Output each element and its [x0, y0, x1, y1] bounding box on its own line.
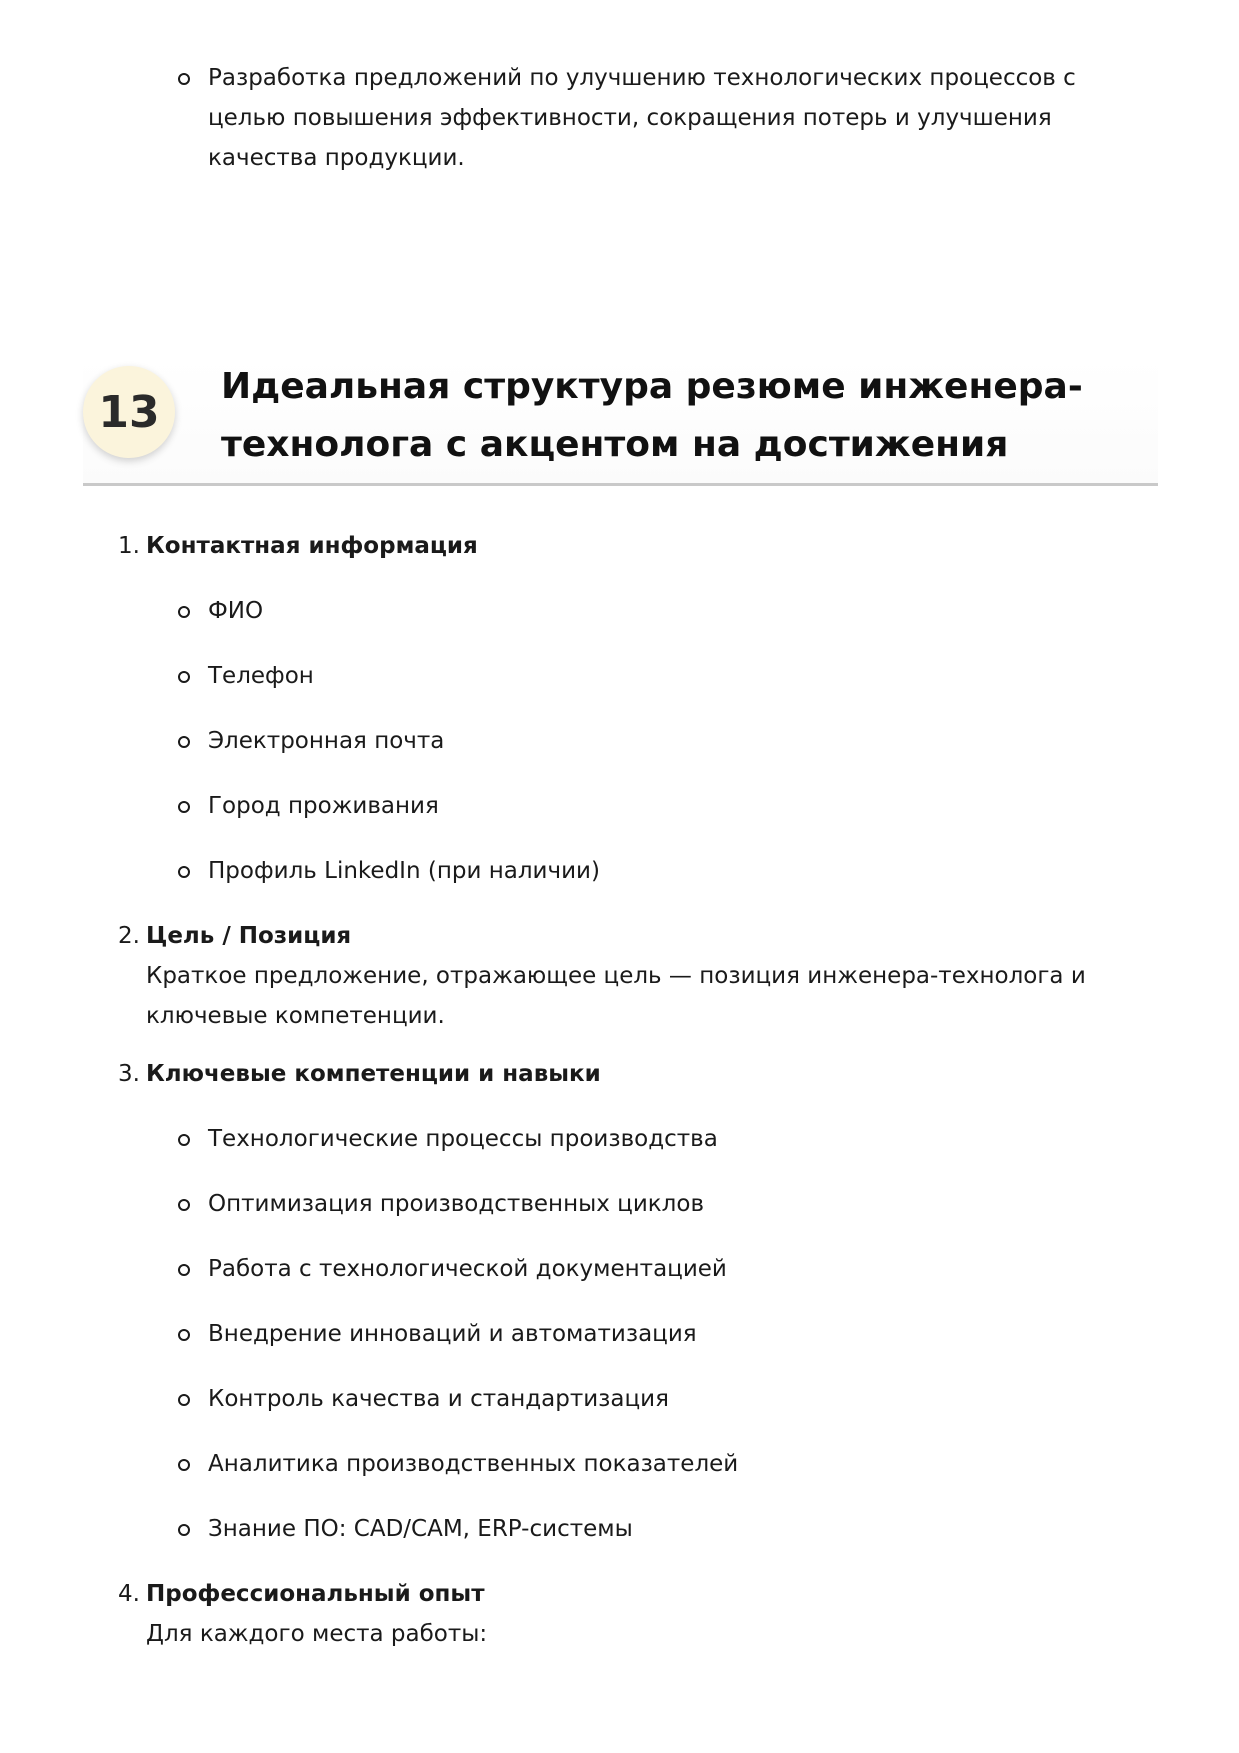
- item-title: Контактная информация: [146, 533, 478, 559]
- hollow-bullet-icon: [178, 73, 190, 85]
- hollow-bullet-icon: [178, 866, 190, 878]
- list-item: [178, 1119, 1158, 1159]
- list-item-text: ФИО: [208, 598, 264, 624]
- list-item-text: Профиль LinkedIn (при наличии): [208, 858, 600, 884]
- hollow-bullet-icon: [178, 1524, 190, 1536]
- list-item-text: Город проживания: [208, 793, 439, 819]
- item-number: 2.: [118, 923, 140, 949]
- hollow-bullet-icon: [178, 671, 190, 683]
- item-number: 1.: [118, 533, 140, 559]
- list-item: [178, 1509, 1158, 1549]
- section-number-badge: 13: [83, 366, 175, 458]
- hollow-bullet-icon: [178, 606, 190, 618]
- item-title: Профессиональный опыт: [146, 1581, 485, 1607]
- hollow-bullet-icon: [178, 1459, 190, 1471]
- list-item: [178, 591, 1158, 631]
- hollow-bullet-icon: [178, 1134, 190, 1146]
- list-item-text: Аналитика производственных показателей: [208, 1451, 739, 1477]
- list-item-text: Контроль качества и стандартизация: [208, 1386, 669, 1412]
- list-item-text: Работа с технологической документацией: [208, 1256, 727, 1282]
- sub-list: [178, 591, 1158, 891]
- item-description: Краткое предложение, отражающее цель — позиция инженера-технолога и ключевые компетенции.: [146, 963, 1086, 1029]
- list-item: [178, 656, 1158, 696]
- list-item-experience: [118, 1574, 1158, 1654]
- item-description: Для каждого места работы:: [146, 1621, 488, 1647]
- hollow-bullet-icon: [178, 736, 190, 748]
- item-number: 3.: [118, 1061, 140, 1087]
- list-item-text: Внедрение инноваций и автоматизация: [208, 1321, 697, 1347]
- hollow-bullet-icon: [178, 801, 190, 813]
- list-item-text: Оптимизация производственных циклов: [208, 1191, 705, 1217]
- list-item: [178, 58, 1138, 178]
- list-item-text: Электронная почта: [208, 728, 445, 754]
- list-item-contacts: [118, 526, 1158, 891]
- list-item: [178, 1444, 1158, 1484]
- hollow-bullet-icon: [178, 1394, 190, 1406]
- list-item: [178, 721, 1158, 761]
- list-item-goal: [118, 916, 1158, 1036]
- list-item: [178, 786, 1158, 826]
- list-item-text: Технологические процессы производства: [208, 1126, 718, 1152]
- resume-structure-list: [118, 526, 1158, 1654]
- item-title: Ключевые компетенции и навыки: [146, 1061, 601, 1087]
- hollow-bullet-icon: [178, 1264, 190, 1276]
- section-header: [83, 358, 1158, 486]
- list-item-text: Знание ПО: CAD/CAM, ERP-системы: [208, 1516, 633, 1542]
- hollow-bullet-icon: [178, 1329, 190, 1341]
- hollow-bullet-icon: [178, 1199, 190, 1211]
- list-item: [178, 1314, 1158, 1354]
- list-item-skills: [118, 1054, 1158, 1549]
- top-bullet-list: [178, 58, 1138, 178]
- list-item-text: Разработка предложений по улучшению технологических процессов с целью повышения эффективности, сокращения потерь и улучшения качества продукции.: [208, 65, 1076, 171]
- list-item: [178, 1379, 1158, 1419]
- list-item-text: Телефон: [208, 663, 314, 689]
- list-item: [178, 1184, 1158, 1224]
- sub-list: [178, 1119, 1158, 1549]
- item-title: Цель / Позиция: [146, 923, 352, 949]
- list-item: [178, 851, 1158, 891]
- list-item: [178, 1249, 1158, 1289]
- section-title: Идеальная структура резюме инженера-технолога с акцентом на достижения: [221, 366, 1083, 465]
- item-number: 4.: [118, 1581, 140, 1607]
